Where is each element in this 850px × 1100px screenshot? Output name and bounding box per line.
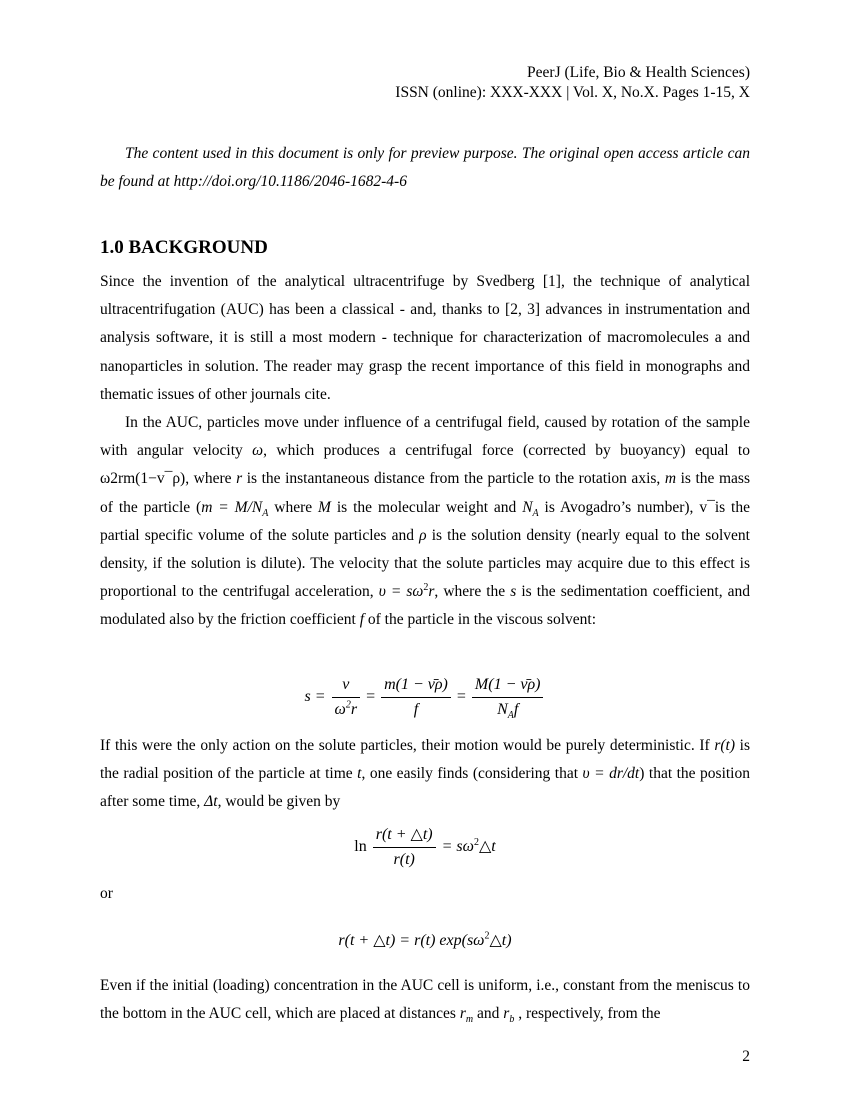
journal-name: PeerJ (Life, Bio & Health Sciences) xyxy=(527,64,750,81)
paragraph-3: If this were the only action on the solute particles, their motion would be purely deterministic. If r(t) is the radial position of the particle at time t, one easily finds (considering that υ = dr/dt) that the position after some time, Δt, would be given by xyxy=(100,737,750,811)
running-header xyxy=(395,63,750,103)
page-number: 2 xyxy=(742,1048,750,1065)
connector-or: or xyxy=(100,885,113,902)
preview-notice: The content used in this document is only for preview purpose. The original open access article can be found at http://doi.org/10.1186/2046-1682-4-6 xyxy=(100,145,750,190)
equation-exponential: r(t + △t) = r(t) $\exp(s\omega^2\triangle t)$ xyxy=(338,930,512,949)
paragraph-4: Even if the initial (loading) concentration in the AUC cell is uniform, i.e., constant from the meniscus to the bottom in the AUC cell, which are placed at distances $r_m$ and $r_b$ , respectively, from the xyxy=(100,977,750,1026)
equation-sedimentation: s = $\frac{\nu}{\omega^2r}$ = $\frac{m(1 - \nū\rho)}{f}$ = $\frac{M(1 - \nū\rho)}{N_Af}$ xyxy=(100,676,750,719)
equation-log-position: ln $\frac{r(t + \triangle t)}{r(t)}$ = $s\omega^2\triangle t$ xyxy=(354,826,496,868)
issn-line: ISSN (online): XXX-XXX | Vol. X, No.X. Pages 1-15, X xyxy=(395,84,750,101)
paragraph-deterministic xyxy=(100,732,750,817)
paragraph-intro xyxy=(100,268,750,635)
paragraph-2: In the AUC, particles move under influence of a centrifugal field, caused by rotation of the sample with angular velocity ω, which produces a centrifugal force (corrected by buoyancy) equal to ω2rm(1−v¯ρ), where r is the instantaneous distance from the particle to the rotation axis, m is the mass of the particle ($m = M/N_A$ where M is the molecular weight and $N_A$ is Avogadro’s number), v¯is the partial specific volume of the solute particles and ρ is the solution density (nearly equal to the solvent density, if the solution is dilute). The velocity that the solute particles may acquire due to this effect is proportional to the centrifugal acceleration, $\upsilon = s\omega^2r$, where the s is the sedimentation coefficient, and modulated also by the friction coefficient f of the particle in the viscous solvent: xyxy=(100,414,750,629)
section-title: 1.0 BACKGROUND xyxy=(100,237,268,258)
paragraph-loading xyxy=(100,972,750,1028)
paragraph-1: Since the invention of the analytical ultracentrifuge by Svedberg [1], the technique of analytical ultracentrifugation (AUC) has been a classical - and, thanks to [2, 3] advances in instrumentation and analysis software, it is still a most modern - technique for characterization of macromolecules a and nanoparticles in solution. The reader may grasp the recent importance of this field in monographs and thematic issues of other journals cite. xyxy=(100,273,750,403)
